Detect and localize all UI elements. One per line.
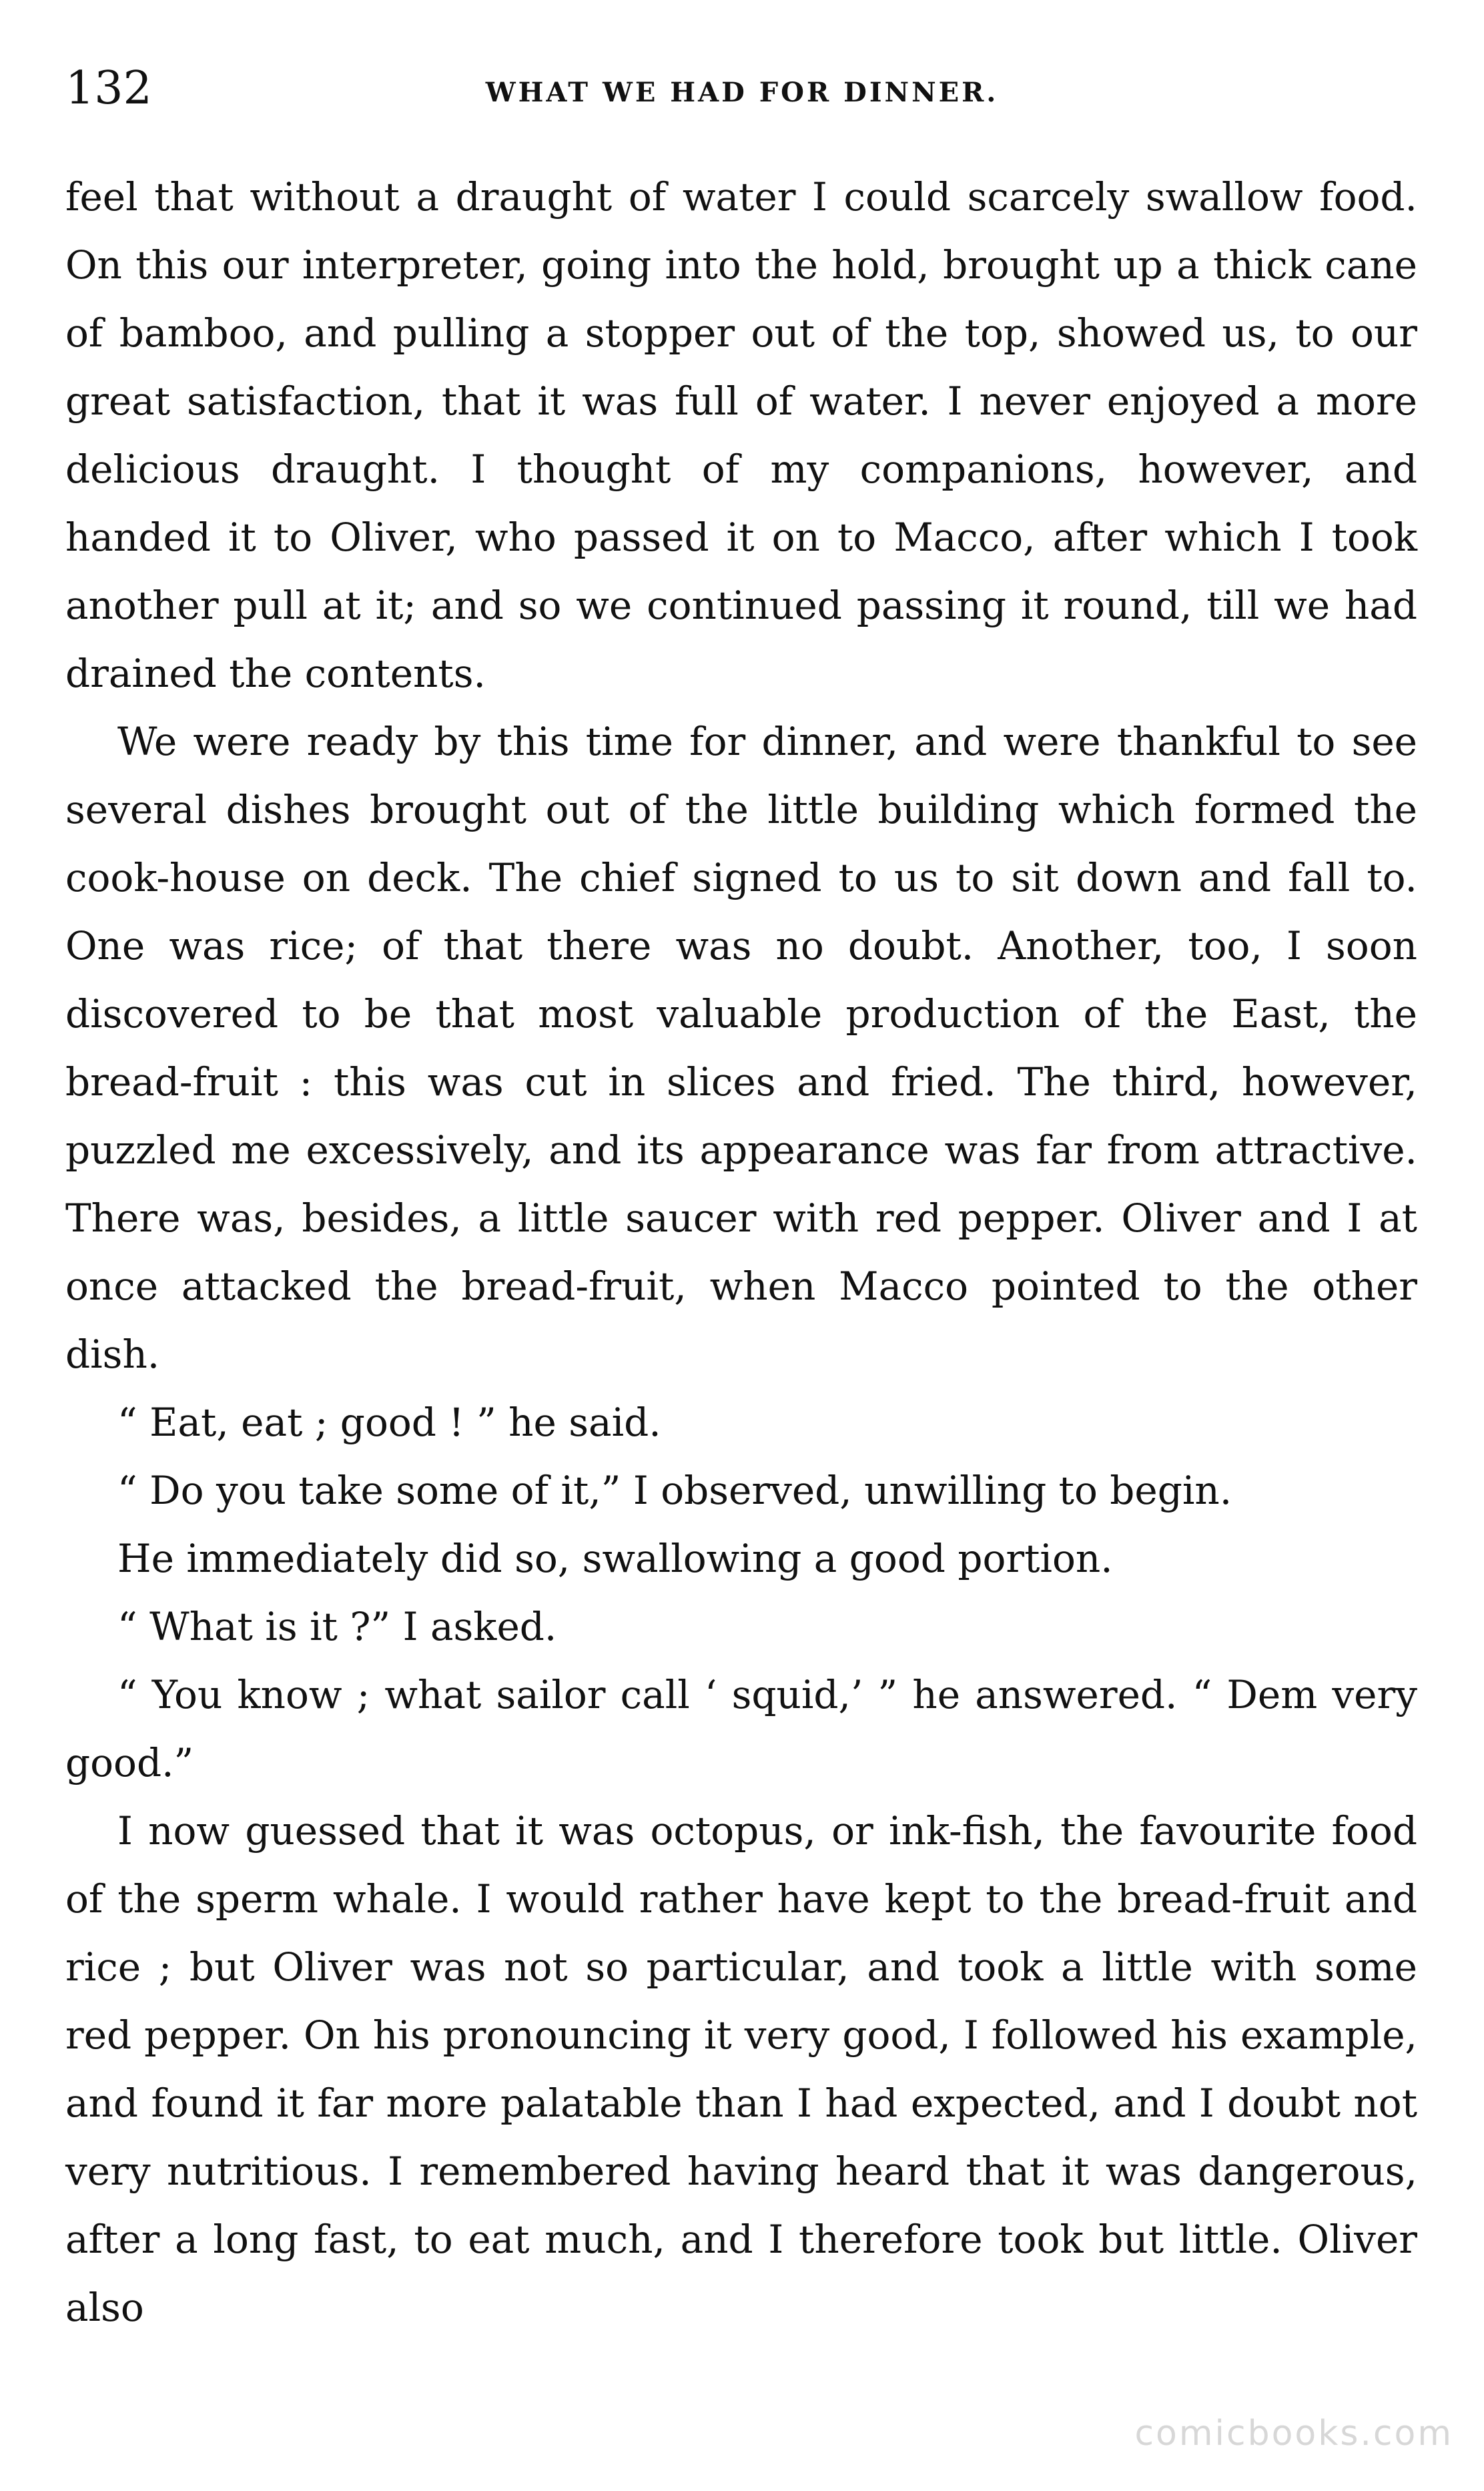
running-title: WHAT WE HAD FOR DINNER. — [485, 77, 999, 108]
paragraph-continued: feel that without a draught of water I could scarcely swallow food. On this our interpreter, going into the hold, brought up a thick cane of bamboo, and pulling a stopper out of the top, showed us, to our great satisfaction, that it was full of water. I never enjoyed a more delicious draught. I thought of my companions, however, and handed it to Oliver, who passed it on to Macco, after which I took another pull at it; and so we continued passing it round, till we had drained the contents. — [65, 174, 1417, 696]
dialogue-line: “ You know ; what sailor call ‘ squid,’ ” he answered. “ Dem very good.” — [65, 1672, 1417, 1785]
body-text — [65, 163, 1417, 2341]
dialogue-line: “ What is it ?” I asked. — [117, 1604, 557, 1649]
paragraph: We were ready by this time for dinner, and were thankful to see several dishes brought out of the little building which formed the cook-house on deck. The chief signed to us to sit down and fall to. One was rice; of that there was no doubt. Another, too, I soon discovered to be that most valuable production of the East, the bread-fruit : this was cut in slices and fried. The third, however, puzzled me excessively, and its appearance was far from attractive. There was, besides, a little saucer with red pepper. Oliver and I at once attacked the bread-fruit, when Macco pointed to the other dish. — [65, 719, 1417, 1377]
page-header — [65, 59, 1419, 119]
page-number: 132 — [65, 62, 152, 115]
dialogue-line: “ Do you take some of it,” I observed, unwilling to begin. — [117, 1468, 1232, 1513]
watermark: comicbooks.com — [1134, 2414, 1453, 2454]
paragraph: I now guessed that it was octopus, or ink-fish, the favourite food of the sperm whale. I would rather have kept to the bread-fruit and rice ; but Oliver was not so particular, and took a little with some red pepper. On his pronouncing it very good, I followed his example, and found it far more palatable than I had expected, and I doubt not very nutritious. I remembered having heard that it was dangerous, after a long fast, to eat much, and I therefore took but little. Oliver also — [65, 1808, 1417, 2330]
paragraph: He immediately did so, swallowing a good portion. — [117, 1536, 1113, 1581]
dialogue-line: “ Eat, eat ; good ! ” he said. — [117, 1400, 661, 1445]
